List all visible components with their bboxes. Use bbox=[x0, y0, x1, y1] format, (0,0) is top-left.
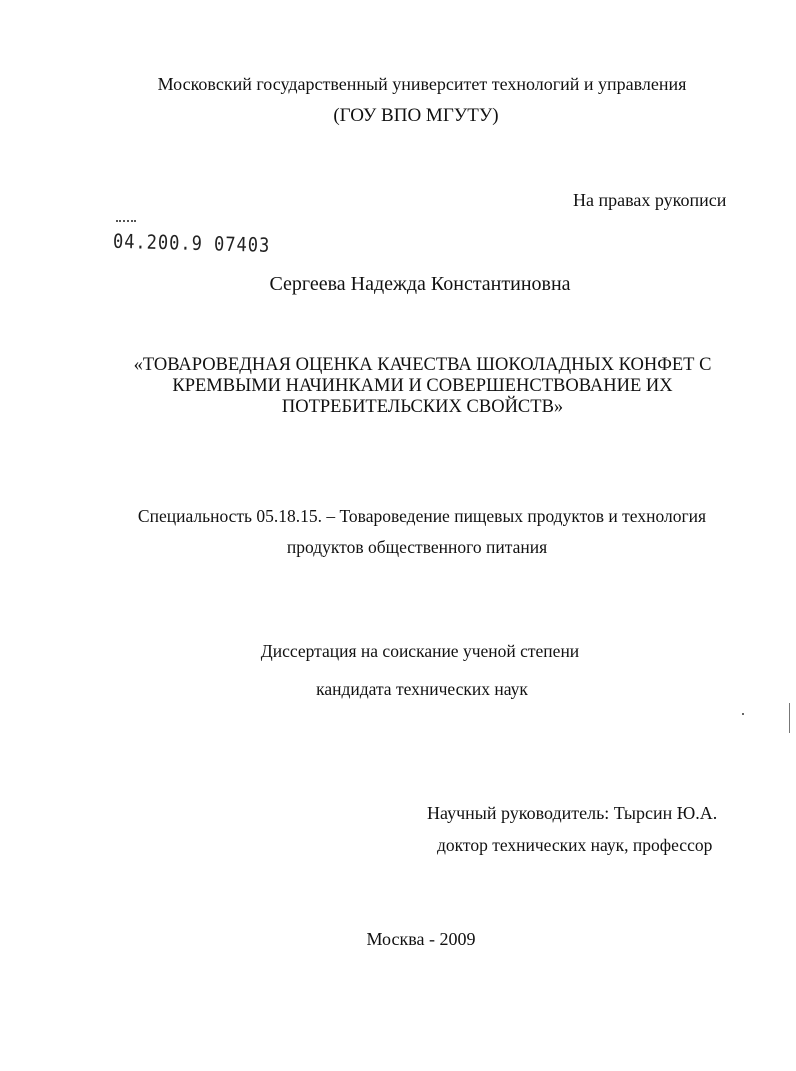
supervisor-title: доктор технических наук, профессор bbox=[437, 835, 713, 855]
title-line-2: КРЕМВЫМИ НАЧИНКАМИ И СОВЕРШЕНСТВОВАНИЕ ИХ bbox=[172, 376, 673, 396]
city-year: Москва - 2009 bbox=[366, 929, 476, 949]
university-name: Московский государственный университет технологий и управления bbox=[157, 74, 687, 94]
degree-name: кандидата технических наук bbox=[316, 679, 528, 699]
registration-stamp: 04.200.9 07403 bbox=[112, 230, 271, 258]
scan-speck bbox=[742, 713, 744, 715]
title-line-3: ПОТРЕБИТЕЛЬСКИХ СВОЙСТВ» bbox=[281, 397, 564, 417]
author-name: Сергеева Надежда Константиновна bbox=[269, 273, 571, 295]
supervisor-name: Научный руководитель: Тырсин Ю.А. bbox=[427, 803, 718, 823]
stamp-dots bbox=[116, 220, 136, 226]
dissertation-purpose: Диссертация на соискание ученой степени bbox=[260, 641, 580, 661]
specialty-line-2: продуктов общественного питания bbox=[286, 537, 548, 557]
dissertation-title bbox=[100, 355, 745, 418]
manuscript-note: На правах рукописи bbox=[573, 190, 727, 210]
specialty-line-1: Специальность 05.18.15. – Товароведение пищевых продуктов и технология bbox=[137, 506, 707, 526]
university-abbreviation: (ГОУ ВПО МГУТУ) bbox=[333, 105, 499, 126]
title-line-1: «ТОВАРОВЕДНАЯ ОЦЕНКА КАЧЕСТВА ШОКОЛАДНЫХ КОНФЕТ С bbox=[133, 355, 712, 375]
scan-edge-mark bbox=[789, 703, 790, 733]
